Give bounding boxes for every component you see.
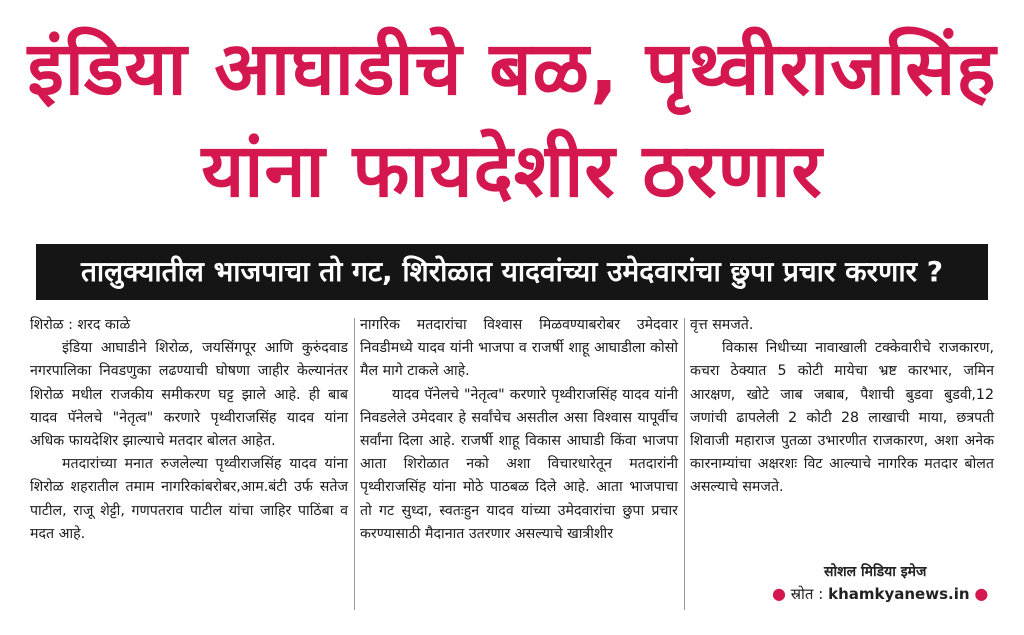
subheadline-bar	[36, 244, 988, 300]
paragraph: विकास निधीच्या नावाखाली टक्केवारीचे राजकारण, कचरा ठेक्यात 5 कोटी मायेचा भ्रष्ट कारभार, जमिन आरक्षण, खोटे जाब जबाब, पैशाची बुडवा बुडवी,12 जणांची ढापलेली 2 कोटी 28 लाखाची माया, छत्रपती शिवाजी महाराज पुतळा उभारणीत राजकारण, अशा अनेक कारनाम्यांचा अक्षरशः विट आल्याचे नागरिक मतदार बोलत असल्याचे समजते.	[690, 340, 994, 496]
paragraph: मतदारांच्या मनात रुजलेल्या पृथ्वीराजसिंह यादव यांना शिरोळ शहरातील तमाम नागरिकांबरोबर,आम.बंटी उर्फ सतेज पाटील, राजू शेट्टी, गणपतराव पाटील यांचा जाहिर पाठिंबा व मदत आहे.	[30, 456, 348, 542]
article-column-2	[360, 314, 678, 614]
paragraph: वृत्त समजते.	[690, 317, 754, 333]
paragraph: इंडिया आघाडीने शिरोळ, जयसिंगपूर आणि कुरुंदवाड नगरपालिका निवडणुका लढण्याची घोषणा जाहीर केल्यानंतर शिरोळ मधील राजकीय समीकरण घट्ट झाले आहे. ही बाब यादव पॅनेलचे "नेतृत्व" करणारे पृथ्वीराजसिंह यादव यांना अधिक फायदेशिर झाल्याचे मतदार बोलत आहेत.	[30, 340, 348, 450]
headline-line-2: यांना फायदेशीर ठरणार	[201, 128, 823, 214]
paragraph: यादव पॅनेलचे "नेतृत्व" करणारे पृथ्वीराजसिंह यादव यांनी निवडलेले उमेदवार हे सर्वांचेच असतील असा विश्वास यापूर्वीच सर्वांना दिला आहे. राजर्षी शाहू विकास आघाडी किंवा भाजपा आता शिरोळात नको अशा विचारधारेतून मतदारांनी पृथ्वीराजसिंह यांना मोठे पाठबळ दिले आहे. आता भाजपाचा तो गट सुध्दा, स्वतःहुन यादव यांच्या उमेदवारांचा छुपा प्रचार करण्यासाठी मैदानात उतरणार असल्याचे खात्रीशीर	[360, 386, 678, 542]
image-credit: सोशल मिडिया इमेज	[824, 564, 927, 580]
source-line	[772, 584, 1002, 604]
article-column-1	[30, 314, 348, 614]
bullet-dot-icon: ●	[772, 584, 786, 603]
column-divider	[684, 318, 685, 610]
byline: शिरोळ : शरद काळे	[30, 317, 131, 333]
column-divider	[354, 318, 355, 610]
bullet-dot-icon: ●	[974, 584, 989, 603]
subheadline-text: तालुक्यातील भाजपाचा तो गट, शिरोळात यादवांच्या उमेदवारांचा छुपा प्रचार करणार ?	[80, 255, 944, 288]
paragraph: नागरिक मतदारांचा विश्वास मिळवण्याबरोबर उमेदवार निवडीमध्ये यादव यांनी भाजपा व राजर्षी शाहू आघाडीला कोसो मैल मागे टाकले आहे.	[360, 317, 678, 380]
headline	[0, 18, 1024, 222]
source-site: khamkyanews.in	[828, 585, 970, 603]
source-label: स्रोत :	[790, 585, 824, 603]
headline-line-1: इंडिया आघाडीचे बळ, पृथ्वीराजसिंह	[27, 26, 997, 112]
